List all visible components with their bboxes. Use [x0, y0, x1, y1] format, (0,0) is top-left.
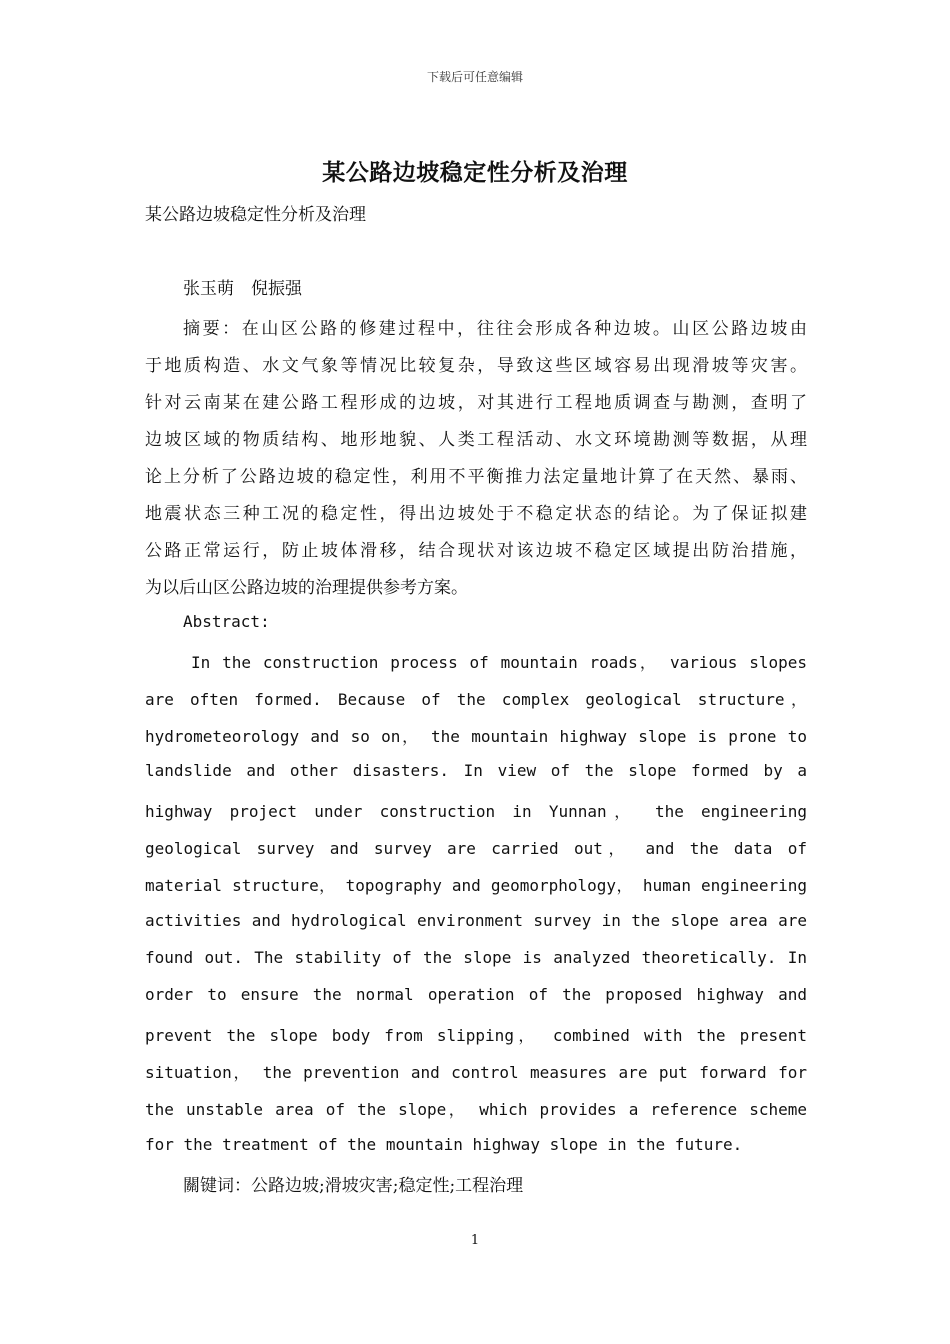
keywords: 關键词：公路边坡;滑坡灾害;稳定性;工程治理 [183, 1176, 524, 1196]
page-number: 1 [470, 1233, 480, 1248]
abstract-en-line: prevent the slope body from slipping， combined with the present [145, 1026, 807, 1045]
abstract-en-line: for the treatment of the mountain highway slope in the future. [145, 1135, 743, 1154]
abstract-en-line: In the construction process of mountain roads， various slopes [191, 653, 807, 672]
abstract-zh-line: 摘要：在山区公路的修建过程中，往往会形成各种边坡。山区公路边坡由 [183, 319, 807, 339]
abstract-en-line: geological survey and survey are carried out， and the data of [145, 839, 807, 858]
abstract-en-label: Abstract: [183, 612, 270, 631]
abstract-en-line: highway project under construction in Yunnan， the engineering [145, 802, 807, 821]
abstract-zh-line: 针对云南某在建公路工程形成的边坡，对其进行工程地质调查与勘测，查明了 [145, 393, 807, 413]
subtitle: 某公路边坡稳定性分析及治理 [145, 205, 366, 225]
abstract-en-line: are often formed. Because of the complex geological structure， [145, 690, 807, 709]
abstract-en-line: situation， the prevention and control measures are put forward for [145, 1063, 807, 1082]
abstract-zh-line: 为以后山区公路边坡的治理提供参考方案。 [145, 578, 468, 598]
abstract-en-line: landslide and other disasters. In view of the slope formed by a [145, 761, 807, 780]
abstract-zh-line: 公路正常运行，防止坡体滑移，结合现状对该边坡不稳定区域提出防治措施， [145, 541, 807, 561]
abstract-en-line: hydrometeorology and so on， the mountain highway slope is prone to [145, 727, 807, 746]
abstract-zh-line: 地震状态三种工况的稳定性，得出边坡处于不稳定状态的结论。为了保证拟建 [145, 504, 807, 524]
abstract-zh-line: 论上分析了公路边坡的稳定性，利用不平衡推力法定量地计算了在天然、暴雨、 [145, 467, 807, 487]
abstract-en-line: activities and hydrological environment survey in the slope area are [145, 911, 807, 930]
abstract-zh-line: 边坡区域的物质结构、地形地貌、人类工程活动、水文环境勘测等数据，从理 [145, 430, 807, 450]
document-title: 某公路边坡稳定性分析及治理 [322, 159, 628, 186]
authors: 张玉萌 倪振强 [183, 279, 302, 299]
abstract-en-line: material structure， topography and geomorphology， human engineering [145, 876, 807, 895]
abstract-en-line: the unstable area of the slope， which provides a reference scheme [145, 1100, 807, 1119]
header-note: 下载后可任意编辑 [426, 70, 523, 84]
abstract-zh-line: 于地质构造、水文气象等情况比较复杂，导致这些区域容易出现滑坡等灾害。 [145, 356, 807, 376]
abstract-en-line: order to ensure the normal operation of the proposed highway and [145, 985, 807, 1004]
abstract-en-line: found out. The stability of the slope is analyzed theoretically. In [145, 948, 807, 967]
